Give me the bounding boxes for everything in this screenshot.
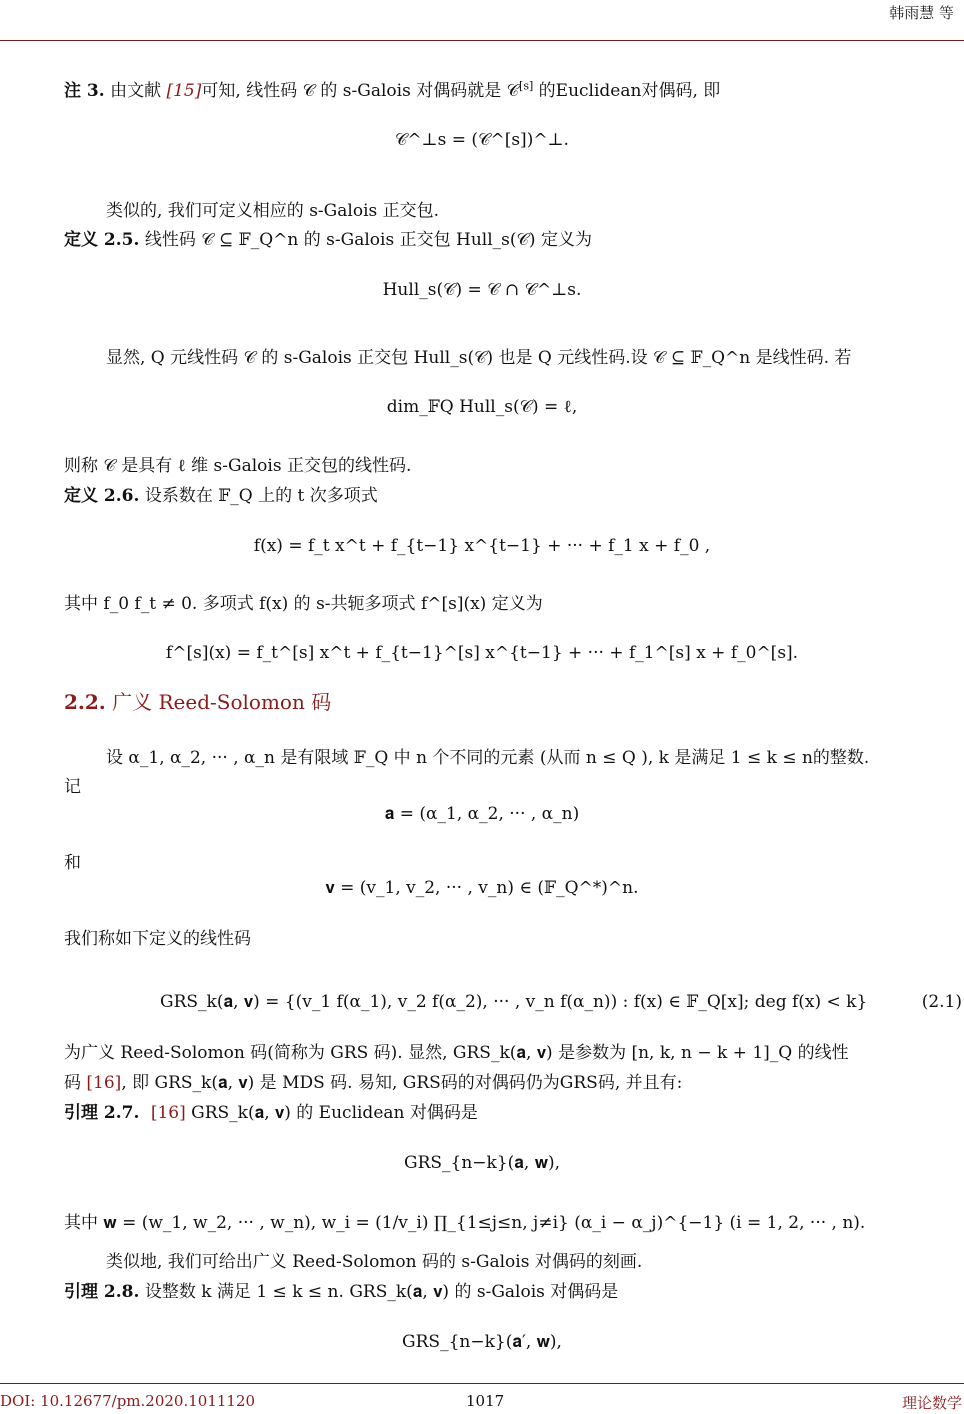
equation-a: 𝐚 = (α_1, α_2, ··· , α_n) [384, 804, 580, 824]
paragraph-grs-2a: 码 [64, 1073, 87, 1093]
equation-v: 𝐯 = (v_1, v_2, ··· , v_n) ∈ (𝔽_Q^*)^n. [325, 878, 639, 898]
paragraph-w: 其中 𝐰 = (w_1, w_2, ··· , w_n), w_i = (1/v_i) ∏_{1≤j≤n, j≠i} (α_i − α_j)^{−1} (i = 1, 2, ··· , n). [64, 1213, 866, 1233]
paragraph-we-call: 我们称如下定义的线性码 [64, 929, 251, 949]
equation-hull: Hull_s(𝒞) = 𝒞 ∩ 𝒞^⊥s. [382, 280, 582, 300]
equation-grs-dual: GRS_{n−k}(𝐚, 𝐰), [403, 1153, 561, 1173]
citation-link[interactable]: [15] [166, 81, 202, 101]
paragraph-called: 则称 𝒞 是具有 ℓ 维 s-Galois 正交包的线性码. [64, 456, 412, 476]
remark-label: 注 3. [64, 81, 105, 101]
lemma-text: 设整数 k 满足 1 ≤ k ≤ n. GRS_k(𝐚, 𝐯) 的 s-Galois 对偶码是 [144, 1282, 619, 1302]
running-header-authors: 韩雨慧 等 [889, 4, 954, 22]
citation-link[interactable]: [16] [86, 1073, 122, 1093]
lemma-label: 引理 2.7. [64, 1103, 140, 1123]
remark-3 [64, 76, 720, 101]
paragraph-grs-2 [64, 1068, 682, 1093]
remark-sup: [s] [519, 79, 534, 93]
lemma-text: GRS_k(𝐚, 𝐯) 的 Euclidean 对偶码是 [191, 1103, 478, 1123]
paragraph-hull-intro: 类似的, 我们可定义相应的 s-Galois 正交包. [106, 201, 440, 221]
remark-text-b: 可知, 线性码 𝒞 的 s-Galois 对偶码就是 𝒞 [201, 81, 520, 101]
equation-conjugate: f^[s](x) = f_t^[s] x^t + f_{t−1}^[s] x^{t−1} + ··· + f_1^[s] x + f_0^[s]. [165, 643, 799, 663]
footer-rule [0, 1383, 964, 1384]
section-number: 2.2. [64, 690, 106, 714]
paragraph-let: 设 α_1, α_2, ··· , α_n 是有限域 𝔽_Q 中 n 个不同的元素 (从而 n ≤ Q ), k 是满足 1 ≤ k ≤ n的整数. [106, 748, 870, 768]
equation-grs-galois: GRS_{n−k}(𝐚′, 𝐰), [402, 1332, 562, 1352]
lemma-label: 引理 2.8. [64, 1282, 140, 1302]
definition-2-5 [64, 225, 592, 250]
definition-text: 设系数在 𝔽_Q 上的 t 次多项式 [144, 486, 378, 506]
paragraph-he: 和 [64, 853, 81, 873]
section-heading [64, 686, 331, 715]
paragraph-ji: 记 [64, 777, 81, 797]
equation-polynomial: f(x) = f_t x^t + f_{t−1} x^{t−1} + ··· + f_1 x + f_0 , [253, 536, 711, 556]
remark-text-a: 由文献 [110, 81, 167, 101]
paragraph-where: 其中 f_0 f_t ≠ 0. 多项式 f(x) 的 s-共轭多项式 f^[s](x) 定义为 [64, 594, 543, 614]
equation-dual: 𝒞^⊥s = (𝒞^[s])^⊥. [395, 130, 569, 150]
section-title: 广义 Reed-Solomon 码 [112, 690, 332, 714]
paragraph-similar: 类似地, 我们可给出广义 Reed-Solomon 码的 s-Galois 对偶码的刻画. [106, 1252, 643, 1272]
lemma-2-7 [64, 1098, 478, 1123]
lemma-2-8 [64, 1277, 618, 1302]
definition-2-6 [64, 481, 378, 506]
paragraph-grs-1: 为广义 Reed-Solomon 码(简称为 GRS 码). 显然, GRS_k(𝐚, 𝐯) 是参数为 [n, k, n − k + 1]_Q 的线性 [64, 1043, 849, 1063]
remark-text-c: 的Euclidean对偶码, 即 [533, 81, 721, 101]
footer-journal: 理论数学 [901, 1394, 962, 1412]
equation-grs: GRS_k(𝐚, 𝐯) = {(v_1 f(α_1), v_2 f(α_2), ··· , v_n f(α_n)) : f(x) ∈ 𝔽_Q[x]; deg f(x) < k} [160, 992, 868, 1012]
definition-text: 线性码 𝒞 ⊆ 𝔽_Q^n 的 s-Galois 正交包 Hull_s(𝒞) 定义为 [144, 230, 592, 250]
equation-number: (2.1) [921, 992, 962, 1012]
paragraph-grs-2b: , 即 GRS_k(𝐚, 𝐯) 是 MDS 码. 易知, GRS码的对偶码仍为GRS码, 并且有: [121, 1073, 683, 1093]
footer-doi[interactable]: DOI: 10.12677/pm.2020.1011120 [0, 1392, 256, 1410]
definition-label: 定义 2.5. [64, 230, 140, 250]
page-number: 1017 [466, 1392, 505, 1410]
citation-link[interactable]: [16] [150, 1103, 186, 1123]
header-rule [0, 40, 964, 41]
paragraph-obvious: 显然, Q 元线性码 𝒞 的 s-Galois 正交包 Hull_s(𝒞) 也是 Q 元线性码.设 𝒞 ⊆ 𝔽_Q^n 是线性码. 若 [106, 348, 852, 368]
equation-dim: dim_𝔽Q Hull_s(𝒞) = ℓ, [386, 397, 578, 417]
definition-label: 定义 2.6. [64, 486, 140, 506]
